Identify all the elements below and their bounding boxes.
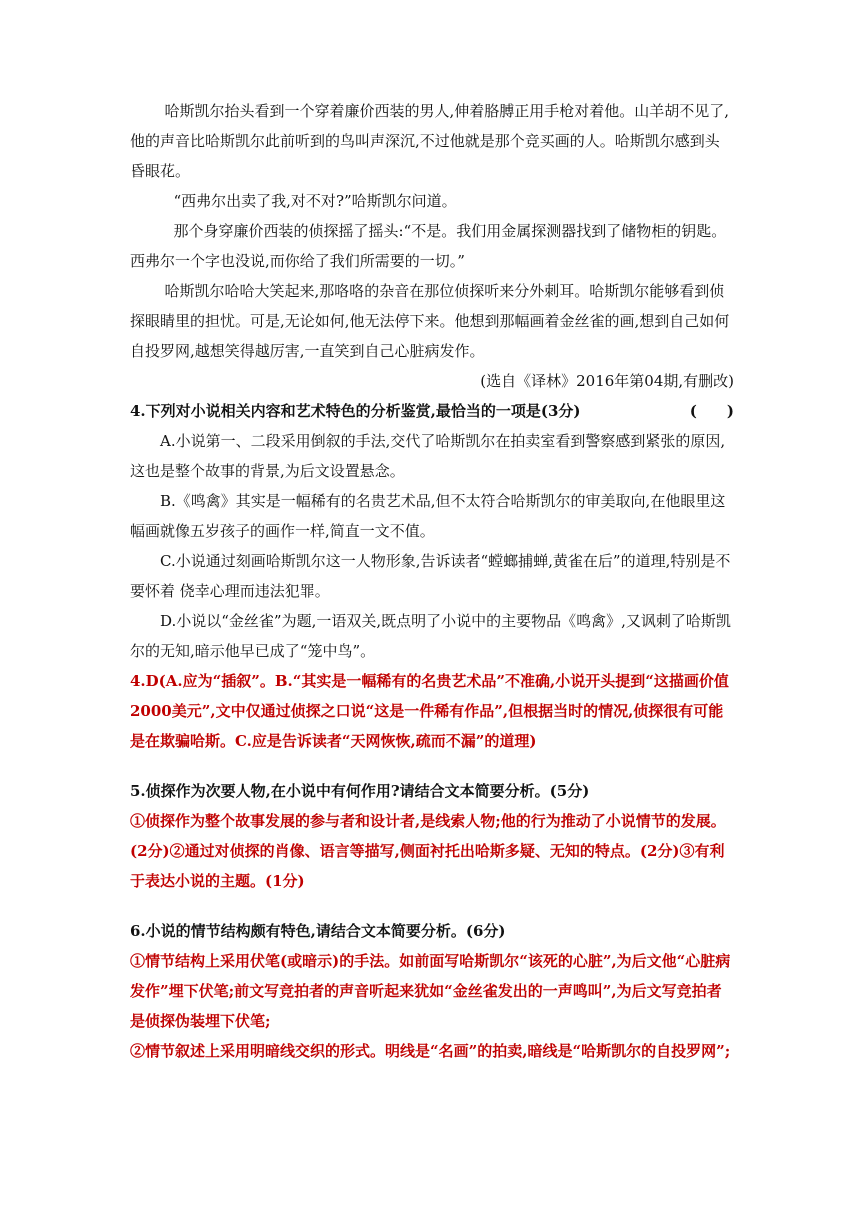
spacer (130, 756, 734, 776)
option-c: C.小说通过刻画哈斯凯尔这一人物形象,告诉读者“螳螂捕蝉,黄雀在后”的道理,特别是不要怀着 侥幸心理而违法犯罪。 (130, 552, 731, 600)
answer-6-part-2: ②情节叙述上采用明暗线交织的形式。明线是“名画”的拍卖,暗线是“哈斯凯尔的自投罗网”; (130, 1042, 731, 1060)
question-4-text: 4.下列对小说相关内容和艺术特色的分析鉴赏,最恰当的一项是(3分) (130, 402, 581, 420)
story-paragraph-2: “西弗尔出卖了我,对不对?”哈斯凯尔问道。 (173, 192, 457, 210)
spacer (130, 896, 734, 916)
document-content (130, 96, 734, 1066)
story-paragraph-3: 那个身穿廉价西装的侦探摇了摇头:“不是。我们用金属探测器找到了储物柜的钥匙。西弗尔一个字也没说,而你给了我们所需要的一切。” (130, 222, 727, 270)
option-b: B.《鸣禽》其实是一幅稀有的名贵艺术品,但不太符合哈斯凯尔的审美取向,在他眼里这幅画就像五岁孩子的画作一样,简直一文不值。 (130, 492, 726, 540)
answer-5: ①侦探作为整个故事发展的参与者和设计者,是线索人物;他的行为推动了小说情节的发展。(2分)②通过对侦探的肖像、语言等描写,侧面衬托出哈斯多疑、无知的特点。(2分)③有利于表达小说的主题。(1分) (130, 812, 726, 890)
answer-6-part-1: ①情节结构上采用伏笔(或暗示)的手法。如前面写哈斯凯尔“该死的心脏”,为后文他“心脏病发作”埋下伏笔;前文写竞拍者的声音听起来犹如“金丝雀发出的一声鸣叫”,为后文写竞拍者是侦探伪装埋下伏笔; (130, 952, 731, 1030)
story-paragraph-4: 哈斯凯尔哈哈大笑起来,那咯咯的杂音在那位侦探听来分外刺耳。哈斯凯尔能够看到侦探眼睛里的担忧。可是,无论如何,他无法停下来。他想到那幅画着金丝雀的画,想到自己如何自投罗网,越想笑得越厉害,一直笑到自己心脏病发作。 (130, 282, 730, 360)
question-5: 5.侦探作为次要人物,在小说中有何作用?请结合文本简要分析。(5分) (130, 782, 590, 800)
question-4-bracket: ( ) (689, 402, 734, 420)
answer-4: 4.D(A.应为“插叙”。B.“其实是一幅稀有的名贵艺术品”不准确,小说开头提到“这描画价值2000美元”,文中仅通过侦探之口说“这是一件稀有作品”,但根据当时的情况,侦探很有可能是在欺骗哈斯。C.应是告诉读者“天网恢恢,疏而不漏”的道理) (130, 672, 729, 750)
story-paragraph-1: 哈斯凯尔抬头看到一个穿着廉价西装的男人,伸着胳膊正用手枪对着他。山羊胡不见了,他的声音比哈斯凯尔此前听到的鸟叫声深沉,不过他就是那个竞买画的人。哈斯凯尔感到头昏眼花。 (130, 102, 730, 180)
question-4 (130, 396, 734, 426)
source-citation: (选自《译林》2016年第04期,有删改) (480, 372, 734, 390)
option-a: A.小说第一、二段采用倒叙的手法,交代了哈斯凯尔在拍卖室看到警察感到紧张的原因,这也是整个故事的背景,为后文设置悬念。 (130, 432, 726, 480)
question-6: 6.小说的情节结构颇有特色,请结合文本简要分析。(6分) (130, 922, 506, 940)
option-d: D.小说以“金丝雀”为题,一语双关,既点明了小说中的主要物品《鸣禽》,又讽刺了哈斯凯尔的无知,暗示他早已成了“笼中鸟”。 (130, 612, 731, 660)
